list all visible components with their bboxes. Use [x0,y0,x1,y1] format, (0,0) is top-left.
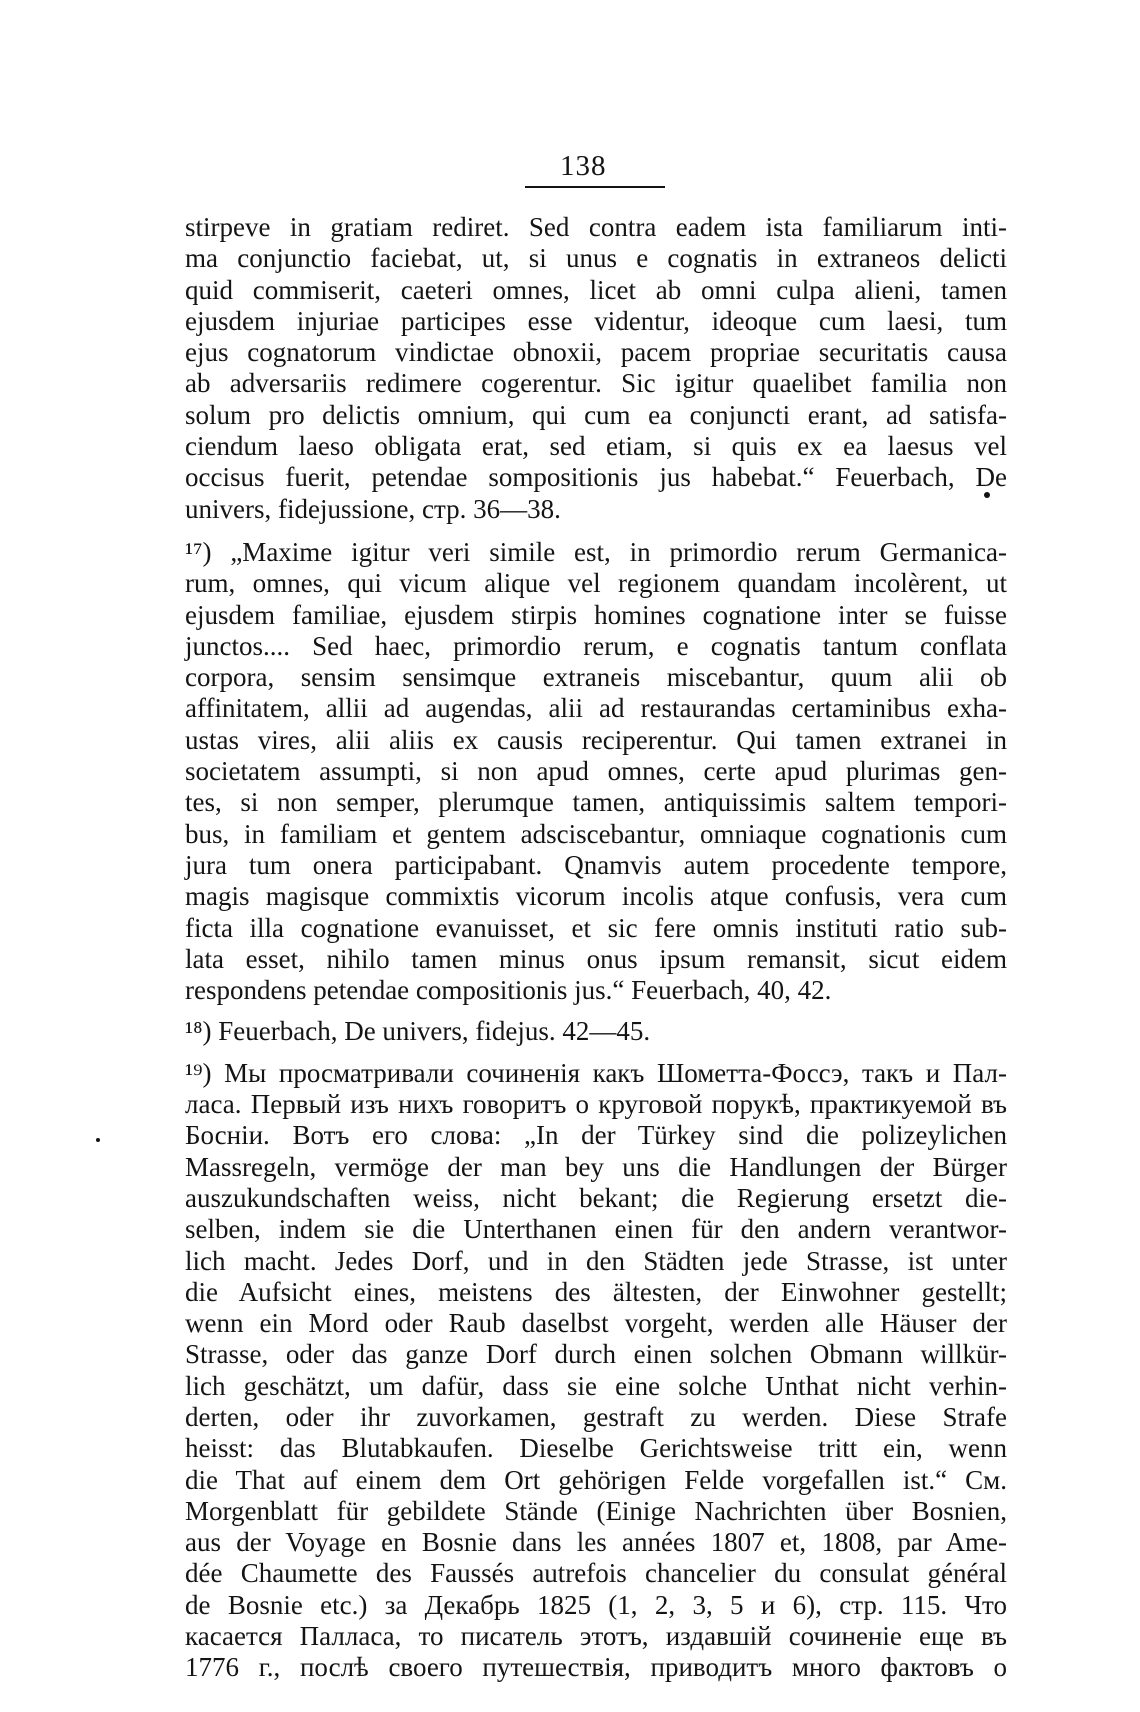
text-line: Morgenblatt für gebildete Stände (Einige Nachrichten über Bosnien, [185,1495,1007,1526]
text-line: jura tum onera participabant. Qnamvis autem procedente tempore, [185,849,1007,880]
margin-bullet [984,492,990,498]
text-line: dée Chaumette des Faussés autrefois chancelier du consulat général [185,1558,1007,1589]
text-line: wenn ein Mord oder Raub daselbst vorgeht, werden alle Häuser der [185,1308,1007,1339]
text-line: die Aufsicht eines, meistens des ältesten, der Einwohner gestellt; [185,1276,1007,1307]
margin-dot [96,1138,100,1142]
text-line: de Bosnie etc.) за Декабрь 1825 (1, 2, 3, 5 и 6), стр. 115. Что [185,1589,1007,1620]
text-line: respondens petendae compositionis jus.“ Feuerbach, 40, 42. [185,975,832,1006]
text-line: Massregeln, vermöge der man bey uns die Handlungen der Bürger [185,1151,1007,1182]
text-line: ciendum laeso obligata erat, sed etiam, si quis ex ea laesus vel [185,431,1007,462]
text-line: ficta illa cognatione evanuisset, et sic fere omnis instituti ratio sub- [185,912,1007,943]
text-line: aus der Voyage en Bosnie dans les années 1807 et, 1808, par Ame- [185,1527,1007,1558]
text-line: ласа. Первый изъ нихъ говоритъ о круговой порукѣ, практикуемой въ [185,1089,1007,1120]
text-line: bus, in familiam et gentem adsciscebantur, omniaque cognationis cum [185,818,1007,849]
text-line: lata esset, nihilo tamen minus onus ipsum remansit, sicut eidem [185,943,1007,974]
text-line: solum pro delictis omnium, qui cum ea conjuncti erant, ad satisfa- [185,399,1007,430]
text-line: lich macht. Jedes Dorf, und in den Städten jede Strasse, ist unter [185,1245,1007,1276]
text-line: corpora, sensim sensimque extraneis miscebantur, quum alii ob [185,662,1007,693]
text-line: auszukundschaften weiss, nicht bekant; die Regierung ersetzt die- [185,1182,1007,1213]
text-line: rum, omnes, qui vicum alique vel regionem quandam incolèrent, ut [185,568,1007,599]
footnote-19-start: ¹⁹) Мы просматривали сочиненія какъ Шометта-Фоссэ, такъ и Пал- [185,1057,1007,1088]
text-line: ab adversariis redimere cogerentur. Sic igitur quaelibet familia non [185,368,1007,399]
text-line: magis magisque commixtis vicorum incolis atque confusis, vera cum [185,881,1007,912]
text-line: ejusdem familiae, ejusdem stirpis homines cognatione inter se fuisse [185,599,1007,630]
text-line: junctos.... Sed haec, primordio rerum, e cognatis tantum conflata [185,630,1007,661]
page-text [185,212,1007,1684]
text-line: ejus cognatorum vindictae obnoxii, pacem propriae securitatis causa [185,337,1007,368]
text-line: occisus fuerit, petendae sompositionis jus habebat.“ Feuerbach, De [185,462,1007,493]
text-line: univers, fidejussione, стр. 36—38. [185,493,561,524]
text-line: heisst: das Blutabkaufen. Dieselbe Gerichtsweise tritt ein, wenn [185,1433,1007,1464]
footnote-17-start: ¹⁷) „Maxime igitur veri simile est, in primordio rerum Germanica- [185,536,1007,567]
footnote-18: ¹⁸) Feuerbach, De univers, fidejus. 42—45. [185,1016,651,1047]
text-line: selben, indem sie die Unterthanen einen für den andern verantwor- [185,1214,1007,1245]
text-line: касается Палласа, то писатель этотъ, издавшій сочиненіе еще въ [185,1621,1007,1652]
text-line: 1776 г., послѣ своего путешествія, приводитъ много фактовъ о [185,1652,1007,1683]
page-number-rule [525,186,665,188]
text-line: die That auf einem dem Ort gehörigen Felde vorgefallen ist.“ См. [185,1464,1007,1495]
text-line: Босніи. Вотъ его слова: „In der Türkey sind die polizeylichen [185,1120,1007,1151]
text-line: tes, si non semper, plerumque tamen, antiquissimis saltem tempori- [185,787,1007,818]
text-line: lich geschätzt, um dafür, dass sie eine solche Unthat nicht verhin- [185,1370,1007,1401]
text-line: affinitatem, allii ad augendas, alii ad restaurandas certaminibus exha- [185,693,1007,724]
page-number: 138 [560,150,607,182]
text-line: stirpeve in gratiam rediret. Sed contra eadem ista familiarum inti- [185,212,1007,242]
text-line: ejusdem injuriae participes esse videntur, ideoque cum laesi, tum [185,305,1007,336]
text-line: Strasse, oder das ganze Dorf durch einen solchen Obmann willkür- [185,1339,1007,1370]
text-line: ustas vires, alii aliis ex causis reciperentur. Qui tamen extranei in [185,724,1007,755]
text-line: societatem assumpti, si non apud omnes, certe apud plurimas gen- [185,756,1007,787]
text-line: ma conjunctio faciebat, ut, si unus e cognatis in extraneos delicti [185,243,1007,274]
text-line: derten, oder ihr zuvorkamen, gestraft zu werden. Diese Strafe [185,1401,1007,1432]
text-line: quid commiserit, caeteri omnes, licet ab omni culpa alieni, tamen [185,274,1007,305]
